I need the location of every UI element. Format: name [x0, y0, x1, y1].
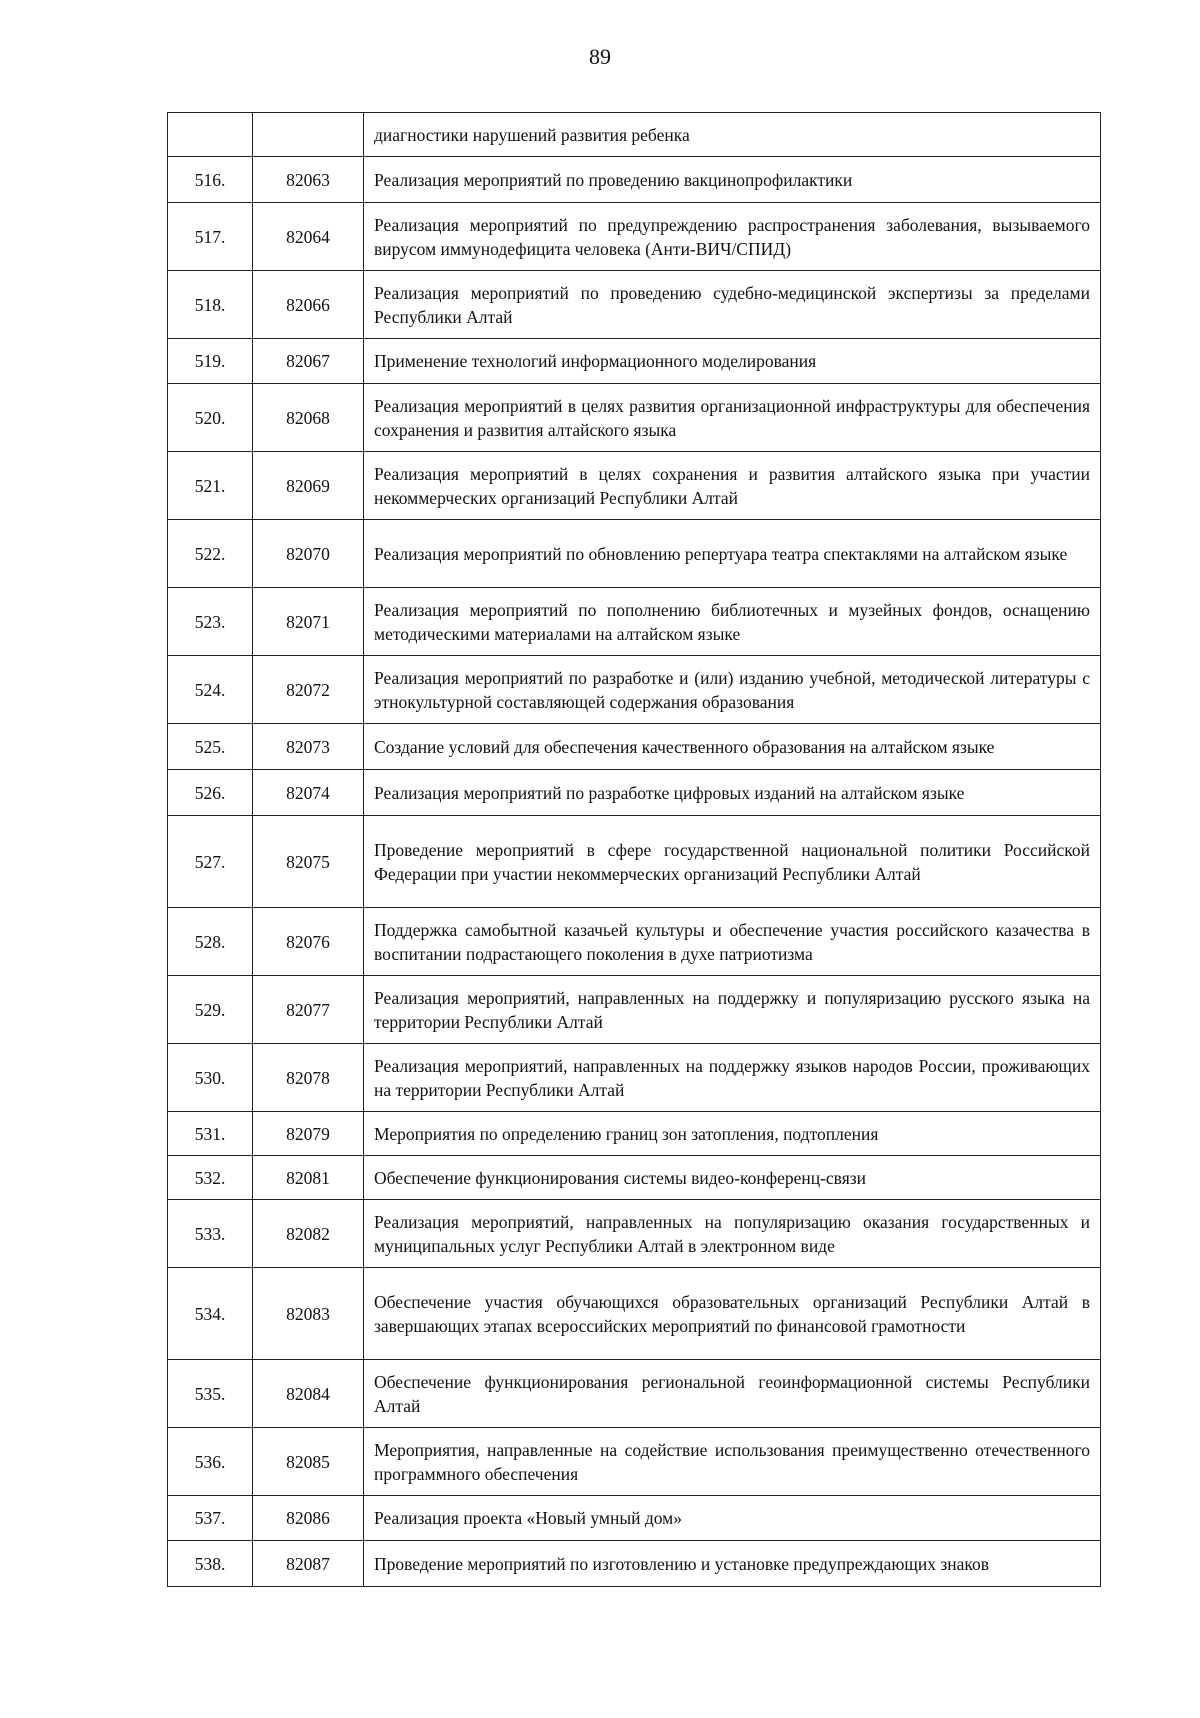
- table-row: [168, 452, 1101, 520]
- table-row: [168, 1112, 1101, 1156]
- row-description: диагностики нарушений развития ребенка: [364, 113, 1101, 157]
- table-row: [168, 339, 1101, 384]
- row-code: 82081: [253, 1156, 364, 1200]
- table-row: [168, 203, 1101, 271]
- row-code: 82079: [253, 1112, 364, 1156]
- row-description: Проведение мероприятий по изготовлению и установке предупреждающих знаков: [364, 1541, 1101, 1587]
- codes-table: [167, 112, 1101, 1587]
- row-code: 82071: [253, 588, 364, 656]
- row-description: Проведение мероприятий в сфере государственной национальной политики Российской Федерации при участии некоммерческих организаций Республики Алтай: [364, 816, 1101, 908]
- row-code: 82084: [253, 1360, 364, 1428]
- table-row: [168, 1428, 1101, 1496]
- row-number: 518.: [168, 271, 253, 339]
- row-code: 82070: [253, 520, 364, 588]
- row-number: 517.: [168, 203, 253, 271]
- row-number: 528.: [168, 908, 253, 976]
- row-code: 82073: [253, 724, 364, 770]
- table-row: [168, 656, 1101, 724]
- row-description: Реализация мероприятий по предупреждению распространения заболевания, вызываемого вирусом иммунодефицита человека (Анти-ВИЧ/СПИД): [364, 203, 1101, 271]
- row-code: 82068: [253, 384, 364, 452]
- row-code: 82086: [253, 1496, 364, 1541]
- row-number: 521.: [168, 452, 253, 520]
- row-number: 531.: [168, 1112, 253, 1156]
- row-code: 82087: [253, 1541, 364, 1587]
- row-code: 82072: [253, 656, 364, 724]
- row-description: Мероприятия, направленные на содействие использования преимущественно отечественного программного обеспечения: [364, 1428, 1101, 1496]
- table-row: [168, 113, 1101, 157]
- row-number: 527.: [168, 816, 253, 908]
- row-number: 529.: [168, 976, 253, 1044]
- row-description: Реализация мероприятий по обновлению репертуара театра спектаклями на алтайском языке: [364, 520, 1101, 588]
- row-description: Обеспечение участия обучающихся образовательных организаций Республики Алтай в завершающих этапах всероссийских мероприятий по финансовой грамотности: [364, 1268, 1101, 1360]
- table-body: [168, 113, 1101, 1587]
- row-description: Обеспечение функционирования системы видео-конференц-связи: [364, 1156, 1101, 1200]
- row-code: 82069: [253, 452, 364, 520]
- table-row: [168, 724, 1101, 770]
- row-code: 82067: [253, 339, 364, 384]
- row-number: 525.: [168, 724, 253, 770]
- page-number: 89: [589, 44, 611, 69]
- row-code: 82074: [253, 770, 364, 816]
- row-number: 520.: [168, 384, 253, 452]
- row-description: Создание условий для обеспечения качественного образования на алтайском языке: [364, 724, 1101, 770]
- table-row: [168, 1496, 1101, 1541]
- row-number: 519.: [168, 339, 253, 384]
- row-number: 536.: [168, 1428, 253, 1496]
- row-description: Реализация мероприятий, направленных на поддержку и популяризацию русского языка на территории Республики Алтай: [364, 976, 1101, 1044]
- row-description: Реализация мероприятий по проведению вакцинопрофилактики: [364, 157, 1101, 203]
- row-number: 524.: [168, 656, 253, 724]
- table-row: [168, 1541, 1101, 1587]
- row-description: Реализация мероприятий в целях развития организационной инфраструктуры для обеспечения сохранения и развития алтайского языка: [364, 384, 1101, 452]
- row-number: 530.: [168, 1044, 253, 1112]
- row-number: 523.: [168, 588, 253, 656]
- row-code: 82075: [253, 816, 364, 908]
- row-code: 82077: [253, 976, 364, 1044]
- table-row: [168, 271, 1101, 339]
- table-row: [168, 816, 1101, 908]
- row-number: 537.: [168, 1496, 253, 1541]
- row-number: [168, 113, 253, 157]
- row-description: Реализация мероприятий по разработке и (или) изданию учебной, методической литературы с этнокультурной составляющей содержания образования: [364, 656, 1101, 724]
- row-description: Применение технологий информационного моделирования: [364, 339, 1101, 384]
- row-description: Реализация мероприятий, направленных на популяризацию оказания государственных и муниципальных услуг Республики Алтай в электронном виде: [364, 1200, 1101, 1268]
- row-description: Реализация мероприятий в целях сохранения и развития алтайского языка при участии некоммерческих организаций Республики Алтай: [364, 452, 1101, 520]
- row-number: 538.: [168, 1541, 253, 1587]
- row-number: 516.: [168, 157, 253, 203]
- row-description: Реализация мероприятий по разработке цифровых изданий на алтайском языке: [364, 770, 1101, 816]
- table-row: [168, 1360, 1101, 1428]
- row-number: 533.: [168, 1200, 253, 1268]
- row-description: Реализация мероприятий, направленных на поддержку языков народов России, проживающих на территории Республики Алтай: [364, 1044, 1101, 1112]
- row-description: Мероприятия по определению границ зон затопления, подтопления: [364, 1112, 1101, 1156]
- row-code: 82082: [253, 1200, 364, 1268]
- table-row: [168, 520, 1101, 588]
- row-code: 82064: [253, 203, 364, 271]
- row-code: 82078: [253, 1044, 364, 1112]
- row-code: [253, 113, 364, 157]
- row-description: Реализация мероприятий по проведению судебно-медицинской экспертизы за пределами Республики Алтай: [364, 271, 1101, 339]
- row-number: 526.: [168, 770, 253, 816]
- table-row: [168, 384, 1101, 452]
- table-row: [168, 588, 1101, 656]
- table-row: [168, 1200, 1101, 1268]
- row-description: Обеспечение функционирования региональной геоинформационной системы Республики Алтай: [364, 1360, 1101, 1428]
- row-number: 534.: [168, 1268, 253, 1360]
- row-number: 535.: [168, 1360, 253, 1428]
- row-number: 532.: [168, 1156, 253, 1200]
- table-row: [168, 770, 1101, 816]
- row-code: 82076: [253, 908, 364, 976]
- table-row: [168, 908, 1101, 976]
- table-row: [168, 976, 1101, 1044]
- row-description: Поддержка самобытной казачьей культуры и обеспечение участия российского казачества в воспитании подрастающего поколения в духе патриотизма: [364, 908, 1101, 976]
- table-row: [168, 157, 1101, 203]
- row-number: 522.: [168, 520, 253, 588]
- row-code: 82063: [253, 157, 364, 203]
- table-row: [168, 1044, 1101, 1112]
- row-code: 82083: [253, 1268, 364, 1360]
- row-description: Реализация мероприятий по пополнению библиотечных и музейных фондов, оснащению методическими материалами на алтайском языке: [364, 588, 1101, 656]
- row-code: 82066: [253, 271, 364, 339]
- row-code: 82085: [253, 1428, 364, 1496]
- table-row: [168, 1156, 1101, 1200]
- row-description: Реализация проекта «Новый умный дом»: [364, 1496, 1101, 1541]
- table-row: [168, 1268, 1101, 1360]
